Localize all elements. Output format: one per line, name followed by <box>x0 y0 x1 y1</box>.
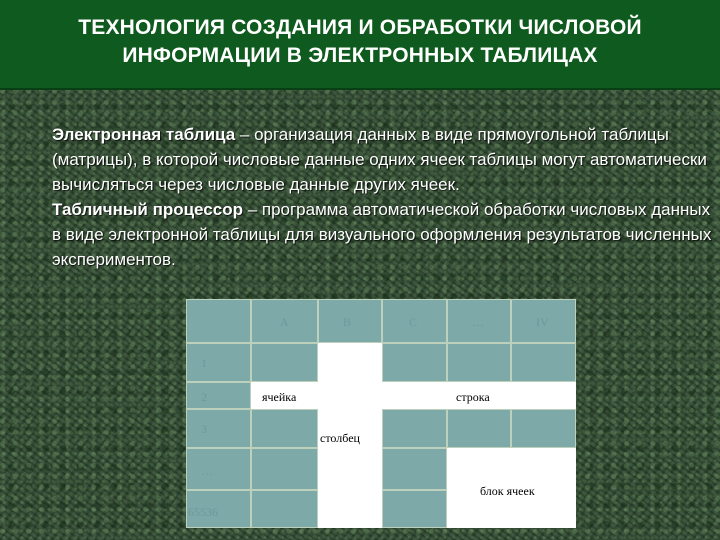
corner-cell <box>186 299 251 343</box>
row-label-65536: 65536 <box>188 505 218 519</box>
cell-d1 <box>447 343 511 382</box>
col-label-iv: IV <box>536 315 549 329</box>
title-line-1: ТЕХНОЛОГИЯ СОЗДАНИЯ И ОБРАБОТКИ ЧИСЛОВОЙ <box>78 16 642 39</box>
cell-a3 <box>251 409 318 448</box>
cell-c3 <box>382 409 447 448</box>
cell-label: ячейка <box>262 390 297 404</box>
column-label: столбец <box>320 431 360 445</box>
cell-e3 <box>511 409 576 448</box>
col-label-c: C <box>409 315 418 329</box>
title-bar <box>0 0 720 90</box>
definition-processor-text: – программа автоматической обработки числовых данных в виде электронной таблицы для визуального оформления результатов численных экспериментов. <box>52 200 712 269</box>
row-header-2 <box>186 382 251 409</box>
definition-spreadsheet-text: – организация данных в виде прямоугольной таблицы (матрицы), в которой числовые данные одних ячеек таблицы могут автоматически вычисляться через числовые данные других ячеек. <box>52 125 707 194</box>
row-label: строка <box>456 390 490 404</box>
term-spreadsheet: Электронная таблица <box>52 125 236 144</box>
slide-title <box>20 14 700 70</box>
cell-c4 <box>382 448 447 490</box>
cell-a1 <box>251 343 318 382</box>
row-label-2: 2 <box>201 390 207 404</box>
row-label-3: 3 <box>201 422 207 436</box>
definition-processor <box>26 197 712 272</box>
definition-spreadsheet <box>26 122 712 197</box>
cell-d3 <box>447 409 511 448</box>
row-label-ellipsis: … <box>201 464 213 478</box>
title-line-2: ИНФОРМАЦИИ В ЭЛЕКТРОННЫХ ТАБЛИЦАХ <box>122 44 598 67</box>
col-label-a: A <box>280 315 289 329</box>
row-header-ellipsis <box>186 448 251 490</box>
term-processor: Табличный процессор <box>52 200 243 219</box>
col-label-ellipsis: … <box>472 315 484 329</box>
cell-e1 <box>511 343 576 382</box>
cell-a4 <box>251 448 318 490</box>
row-label-1: 1 <box>201 356 207 370</box>
cell-a5 <box>251 490 318 528</box>
cell-c1 <box>382 343 447 382</box>
definitions-text <box>26 122 712 272</box>
col-label-b: B <box>343 315 352 329</box>
row-header-3 <box>186 409 251 448</box>
cell-c5 <box>382 490 447 528</box>
row-header-1 <box>186 343 251 382</box>
block-label: блок ячеек <box>480 484 535 498</box>
